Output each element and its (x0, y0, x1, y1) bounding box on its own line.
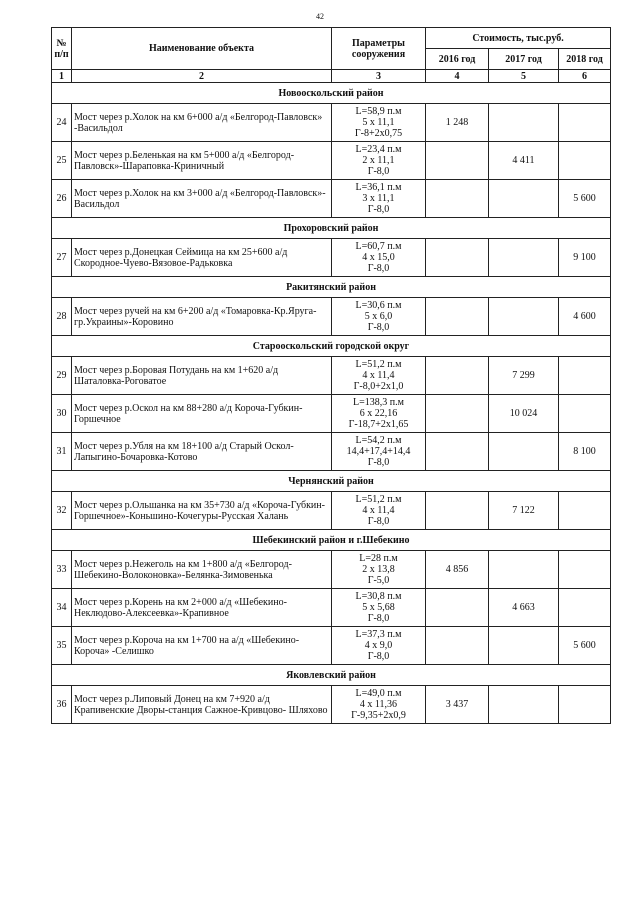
cost-2016 (426, 142, 489, 180)
param-line: L=30,6 п.м (355, 300, 402, 311)
column-number: 5 (489, 70, 559, 83)
cost-2016 (426, 239, 489, 277)
structure-params (332, 395, 426, 433)
table-row (52, 239, 611, 277)
column-number: 2 (72, 70, 332, 83)
cost-2016: 3 437 (426, 686, 489, 724)
param-line: 4 x 11,4 (362, 370, 395, 381)
district-name: Новооскольский район (52, 83, 611, 104)
param-line: 6 x 22,16 (359, 408, 398, 419)
cost-2016 (426, 492, 489, 530)
param-line: L=23,4 п.м (355, 144, 402, 155)
object-name: Мост через р.Убля на км 18+100 а/д Старый Оскол-Лапыгино-Бочаровка-Котово (72, 433, 332, 471)
table-row (52, 433, 611, 471)
cost-2018: 9 100 (559, 239, 611, 277)
structure-params (332, 357, 426, 395)
header-year-2016: 2016 год (426, 49, 489, 70)
district-name: Прохоровский район (52, 218, 611, 239)
row-number: 35 (52, 627, 72, 665)
structure-params (332, 551, 426, 589)
object-name: Мост через р.Холок на км 3+000 а/д «Белгород-Павловск»-Васильдол (72, 180, 332, 218)
param-line: L=36,1 п.м (355, 182, 402, 193)
table-row (52, 551, 611, 589)
cost-2018 (559, 357, 611, 395)
cost-2017 (489, 433, 559, 471)
param-line: 4 x 9,0 (364, 640, 393, 651)
bridge-objects-table (51, 27, 611, 724)
param-line: Г-8,0 (367, 516, 390, 527)
table-row (52, 298, 611, 336)
structure-params (332, 589, 426, 627)
cost-2018 (559, 142, 611, 180)
cost-2018 (559, 395, 611, 433)
cost-2017 (489, 239, 559, 277)
cost-2018 (559, 492, 611, 530)
district-row (52, 83, 611, 104)
cost-2017 (489, 180, 559, 218)
row-number: 24 (52, 104, 72, 142)
cost-2017: 4 663 (489, 589, 559, 627)
cost-2016 (426, 180, 489, 218)
structure-params (332, 104, 426, 142)
object-name: Мост через р.Холок на км 6+000 а/д «Белгород-Павловск» -Васильдол (72, 104, 332, 142)
cost-2016 (426, 395, 489, 433)
row-number: 25 (52, 142, 72, 180)
param-line: 14,4+17,4+14,4 (346, 446, 411, 457)
row-number: 33 (52, 551, 72, 589)
cost-2017 (489, 551, 559, 589)
table-row (52, 180, 611, 218)
table-row (52, 142, 611, 180)
cost-2018 (559, 551, 611, 589)
cost-2016 (426, 589, 489, 627)
param-line: L=49,0 п.м (355, 688, 402, 699)
header-year-2017: 2017 год (489, 49, 559, 70)
param-line: 4 x 15,0 (362, 252, 395, 263)
district-row (52, 471, 611, 492)
cost-2016 (426, 357, 489, 395)
param-line: Г-8,0 (367, 322, 390, 333)
cost-2016 (426, 433, 489, 471)
district-row (52, 530, 611, 551)
param-line: Г-9,35+2x0,9 (351, 710, 406, 721)
structure-params (332, 627, 426, 665)
object-name: Мост через ручей на км 6+200 а/д «Томаровка-Кр.Яруга-гр.Украины»-Коровино (72, 298, 332, 336)
district-row (52, 665, 611, 686)
page-number: 42 (316, 12, 324, 21)
structure-params (332, 298, 426, 336)
param-line: Г-8,0 (367, 651, 390, 662)
cost-2017: 10 024 (489, 395, 559, 433)
param-line: 5 x 5,68 (362, 602, 395, 613)
district-name: Яковлевский район (52, 665, 611, 686)
district-name: Старооскольский городской округ (52, 336, 611, 357)
param-line: Г-8,0 (367, 204, 390, 215)
param-line: 2 x 11,1 (362, 155, 395, 166)
object-name: Мост через р.Беленькая на км 5+000 а/д «Белгород-Павловск»-Шараповка-Криничный (72, 142, 332, 180)
cost-2017 (489, 104, 559, 142)
table-row (52, 686, 611, 724)
structure-params (332, 239, 426, 277)
table-row (52, 492, 611, 530)
table-row (52, 104, 611, 142)
param-line: 4 x 11,36 (359, 699, 398, 710)
header-num: № п/п (52, 28, 72, 70)
param-line: Г-8,0+2x1,0 (353, 381, 404, 392)
row-number: 28 (52, 298, 72, 336)
cost-2018 (559, 104, 611, 142)
table-row (52, 395, 611, 433)
cost-2017: 4 411 (489, 142, 559, 180)
object-name: Мост через р.Нежеголь на км 1+800 а/д «Белгород-Шебекино-Волоконовка»-Белянка-Зимовенька (72, 551, 332, 589)
row-number: 29 (52, 357, 72, 395)
cost-2016: 1 248 (426, 104, 489, 142)
object-name: Мост через р.Боровая Потудань на км 1+620 а/д Шаталовка-Роговатое (72, 357, 332, 395)
param-line: L=138,3 п.м (353, 397, 404, 408)
object-name: Мост через р.Короча на км 1+700 на а/д «Шебекино-Короча» -Селишко (72, 627, 332, 665)
header-name: Наименование объекта (72, 28, 332, 70)
structure-params (332, 142, 426, 180)
object-name: Мост через р.Липовый Донец на км 7+920 а/д Крапивенские Дворы-станция Сажное-Кривцово- Шляхово (72, 686, 332, 724)
column-number: 6 (559, 70, 611, 83)
param-line: L=30,8 п.м (355, 591, 402, 602)
cost-2018: 8 100 (559, 433, 611, 471)
cost-2017 (489, 298, 559, 336)
row-number: 27 (52, 239, 72, 277)
param-line: 4 x 11,4 (362, 505, 395, 516)
table-row (52, 357, 611, 395)
cost-2017 (489, 627, 559, 665)
param-line: L=37,3 п.м (355, 629, 402, 640)
row-number: 30 (52, 395, 72, 433)
row-number: 36 (52, 686, 72, 724)
row-number: 26 (52, 180, 72, 218)
param-line: L=58,9 п.м (355, 106, 402, 117)
header-cost: Стоимость, тыс.руб. (426, 28, 611, 49)
param-line: L=60,7 п.м (355, 241, 402, 252)
row-number: 34 (52, 589, 72, 627)
district-row (52, 218, 611, 239)
object-name: Мост через р.Корень на км 2+000 а/д «Шебекино-Неклюдово-Алексеевка»-Крапивное (72, 589, 332, 627)
cost-2018: 5 600 (559, 627, 611, 665)
row-number: 32 (52, 492, 72, 530)
cost-2016 (426, 298, 489, 336)
param-line: 5 x 11,1 (362, 117, 395, 128)
district-name: Чернянский район (52, 471, 611, 492)
param-line: Г-8,0 (367, 457, 390, 468)
object-name: Мост через р.Донецкая Сеймица на км 25+600 а/д Скородное-Чуево-Вязовое-Радьковка (72, 239, 332, 277)
param-line: Г-18,7+2x1,65 (348, 419, 409, 430)
object-name: Мост через р.Ольшанка на км 35+730 а/д «Короча-Губкин-Горшечное»-Коньшино-Кочегуры-Русская Халань (72, 492, 332, 530)
cost-2017 (489, 686, 559, 724)
param-line: Г-8,0 (367, 166, 390, 177)
param-line: 2 x 13,8 (362, 564, 395, 575)
param-line: Г-8,0 (367, 263, 390, 274)
district-name: Шебекинский район и г.Шебекино (52, 530, 611, 551)
cost-2017: 7 122 (489, 492, 559, 530)
param-line: 3 x 11,1 (362, 193, 395, 204)
param-line: L=54,2 п.м (355, 435, 402, 446)
param-line: Г-5,0 (367, 575, 390, 586)
column-number: 3 (332, 70, 426, 83)
table-row (52, 627, 611, 665)
table-row (52, 589, 611, 627)
cost-2017: 7 299 (489, 357, 559, 395)
district-row (52, 336, 611, 357)
header-params: Параметры сооружения (332, 28, 426, 70)
param-line: L=51,2 п.м (355, 359, 402, 370)
district-name: Ракитянский район (52, 277, 611, 298)
param-line: 5 x 6,0 (364, 311, 393, 322)
param-line: Г-8+2x0,75 (354, 128, 403, 139)
object-name: Мост через р.Оскол на км 88+280 а/д Короча-Губкин-Горшечное (72, 395, 332, 433)
structure-params (332, 686, 426, 724)
structure-params (332, 433, 426, 471)
cost-2018: 4 600 (559, 298, 611, 336)
table-body (52, 83, 611, 724)
district-row (52, 277, 611, 298)
param-line: L=51,2 п.м (355, 494, 402, 505)
structure-params (332, 492, 426, 530)
header-year-2018: 2018 год (559, 49, 611, 70)
param-line: L=28 п.м (359, 553, 398, 564)
structure-params (332, 180, 426, 218)
column-number: 4 (426, 70, 489, 83)
row-number: 31 (52, 433, 72, 471)
cost-2018 (559, 686, 611, 724)
cost-2016 (426, 627, 489, 665)
cost-2018: 5 600 (559, 180, 611, 218)
column-number: 1 (52, 70, 72, 83)
param-line: Г-8,0 (367, 613, 390, 624)
cost-2016: 4 856 (426, 551, 489, 589)
cost-2018 (559, 589, 611, 627)
